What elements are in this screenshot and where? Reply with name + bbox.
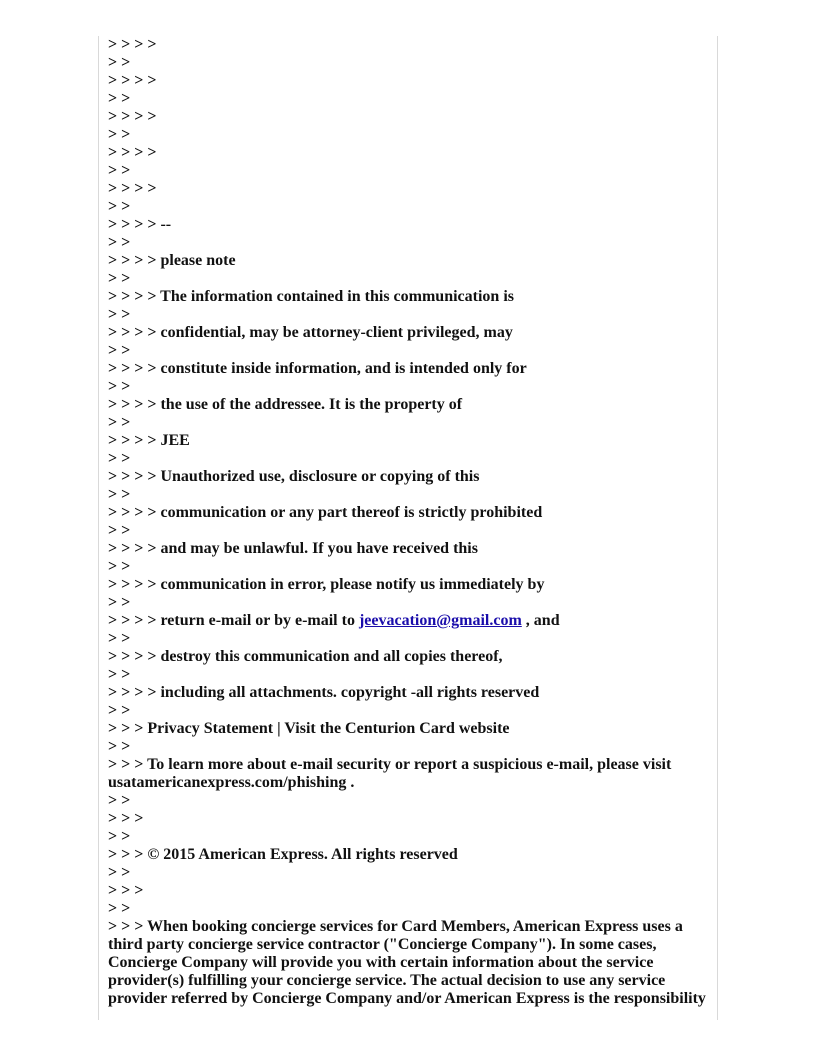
email-line bbox=[108, 270, 708, 288]
email-line-text: > > > bbox=[108, 882, 144, 899]
email-line-text: > > bbox=[108, 414, 131, 431]
email-line-text: > > bbox=[108, 522, 131, 539]
email-line-text: > > bbox=[108, 162, 131, 179]
email-line bbox=[108, 360, 708, 378]
email-line bbox=[108, 720, 708, 738]
email-line bbox=[108, 450, 708, 468]
email-line-text: > > bbox=[108, 450, 131, 467]
email-line-text: > > > > please note bbox=[108, 252, 236, 269]
email-line-text: > > bbox=[108, 558, 131, 575]
email-line bbox=[108, 504, 708, 522]
email-line-text: > > > > JEE bbox=[108, 432, 190, 449]
email-line bbox=[108, 828, 708, 846]
email-line bbox=[108, 522, 708, 540]
email-line-text: > > bbox=[108, 306, 131, 323]
email-line bbox=[108, 342, 708, 360]
email-line-text: > > bbox=[108, 342, 131, 359]
email-line-text: > > > > destroy this communication and all copies thereof, bbox=[108, 648, 503, 665]
email-line-text: > > bbox=[108, 126, 131, 143]
email-line-text: > > > > bbox=[108, 108, 157, 125]
email-line-text: > > > bbox=[108, 810, 144, 827]
email-line-text: > > bbox=[108, 900, 131, 917]
email-line-text: > > bbox=[108, 828, 131, 845]
email-line bbox=[108, 234, 708, 252]
email-line-text: > > bbox=[108, 792, 131, 809]
email-line bbox=[108, 90, 708, 108]
email-line-text: > > bbox=[108, 486, 131, 503]
email-line bbox=[108, 576, 708, 594]
email-line-text-after: , and bbox=[521, 612, 560, 629]
email-line-text: > > > > Unauthorized use, disclosure or copying of this bbox=[108, 468, 480, 485]
email-line bbox=[108, 180, 708, 198]
email-line-text: > > bbox=[108, 378, 131, 395]
email-line bbox=[108, 810, 708, 828]
email-line-text: > > bbox=[108, 90, 131, 107]
email-line-text: > > bbox=[108, 234, 131, 251]
email-line bbox=[108, 108, 708, 126]
email-line-text: > > > > bbox=[108, 36, 157, 53]
email-line bbox=[108, 612, 708, 630]
email-line bbox=[108, 648, 708, 666]
email-line bbox=[108, 216, 708, 234]
email-line-text: > > > Privacy Statement | Visit the Centurion Card website bbox=[108, 720, 510, 737]
email-line bbox=[108, 198, 708, 216]
email-line bbox=[108, 414, 708, 432]
email-line-text: > > > > including all attachments. copyright -all rights reserved bbox=[108, 684, 540, 701]
email-line bbox=[108, 252, 708, 270]
email-line bbox=[108, 486, 708, 504]
email-line bbox=[108, 54, 708, 72]
email-line bbox=[108, 738, 708, 756]
email-line bbox=[108, 792, 708, 810]
email-line bbox=[108, 684, 708, 702]
email-line bbox=[108, 630, 708, 648]
email-line bbox=[108, 72, 708, 90]
email-line-text: > > bbox=[108, 864, 131, 881]
email-line-text: > > bbox=[108, 54, 131, 71]
email-line-text: > > > > constitute inside information, and is intended only for bbox=[108, 360, 527, 377]
email-line bbox=[108, 378, 708, 396]
email-line-text: > > > To learn more about e-mail security or report a suspicious e-mail, please visit usatamericanexpress.com/phishing . bbox=[108, 756, 676, 791]
email-line bbox=[108, 882, 708, 900]
email-body bbox=[108, 36, 708, 1008]
email-line-text: > > > > The information contained in this communication is bbox=[108, 288, 514, 305]
email-line-text: > > bbox=[108, 666, 131, 683]
email-line-text: > > > When booking concierge services for Card Members, American Express uses a third party concierge service contractor ("Concierge Company"). In some cases, Concierge Company will provide you with certain information about the service provider(s) fulfilling your concierge service. The actual decision to use any service provider referred by Concierge Company and/or American Express is the responsibility bbox=[108, 918, 706, 1007]
email-line bbox=[108, 432, 708, 450]
email-line-text: > > > > bbox=[108, 144, 157, 161]
email-line-text: > > bbox=[108, 630, 131, 647]
email-line-text: > > > > confidential, may be attorney-client privileged, may bbox=[108, 324, 513, 341]
email-line-text: > > > © 2015 American Express. All rights reserved bbox=[108, 846, 458, 863]
email-line-text: > > > > -- bbox=[108, 216, 172, 233]
email-line bbox=[108, 594, 708, 612]
email-line-text: > > bbox=[108, 594, 131, 611]
email-line-text: > > bbox=[108, 270, 131, 287]
email-line-text: > > bbox=[108, 702, 131, 719]
email-line bbox=[108, 126, 708, 144]
email-line bbox=[108, 324, 708, 342]
email-line bbox=[108, 756, 708, 792]
email-line bbox=[108, 702, 708, 720]
email-line bbox=[108, 144, 708, 162]
email-line bbox=[108, 306, 708, 324]
email-line-text: > > > > and may be unlawful. If you have received this bbox=[108, 540, 478, 557]
email-line bbox=[108, 288, 708, 306]
email-line bbox=[108, 864, 708, 882]
email-line bbox=[108, 396, 708, 414]
email-line-text: > > > > the use of the addressee. It is the property of bbox=[108, 396, 463, 413]
email-line-text: > > > > return e-mail or by e-mail to bbox=[108, 612, 359, 629]
email-line-text: > > > > bbox=[108, 180, 157, 197]
email-address-link[interactable]: jeevacation@gmail.com bbox=[358, 612, 522, 629]
email-line-text: > > > > communication or any part thereof is strictly prohibited bbox=[108, 504, 543, 521]
email-line bbox=[108, 468, 708, 486]
email-line bbox=[108, 846, 708, 864]
email-line bbox=[108, 918, 708, 1008]
email-line bbox=[108, 900, 708, 918]
email-line bbox=[108, 540, 708, 558]
email-line bbox=[108, 666, 708, 684]
email-line bbox=[108, 162, 708, 180]
email-line-text: > > > > bbox=[108, 72, 157, 89]
email-line bbox=[108, 558, 708, 576]
email-line-text: > > bbox=[108, 198, 131, 215]
email-line bbox=[108, 36, 708, 54]
email-line-text: > > bbox=[108, 738, 131, 755]
email-line-text: > > > > communication in error, please notify us immediately by bbox=[108, 576, 545, 593]
